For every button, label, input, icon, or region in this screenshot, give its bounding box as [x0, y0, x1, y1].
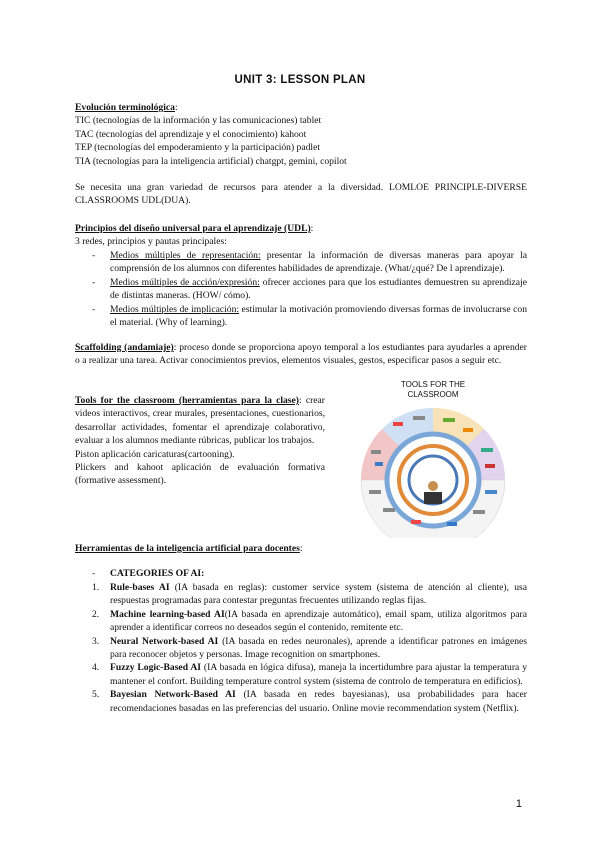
ai-categories-label: CATEGORIES OF AI	[110, 568, 202, 579]
evolution-section: Evolución terminológica: TIC (tecnologías de la información y las comunicaciones) tablet TAC (tecnologías del aprendizaje y el conocimiento) kahoot TEP (tecnologías del empoderamiento y la participación) padlet TIA (tecnologías para la inteligencia artificial) chatgpt, gemini, copilot	[75, 101, 527, 168]
list-item: 3. Neural Network-based AI (IA basada en redes neuronales), aprende a identificar patrones en imágenes para reconocer objetos y personas. Image recognition on smartphones.	[92, 635, 528, 661]
tools-line: Piston aplicación caricaturas(cartooning).	[75, 448, 235, 460]
figure-title: TOOLS FOR THE CLASSROOM	[400, 380, 466, 399]
udl-term: Medios múltiples de acción/expresión:	[110, 276, 260, 288]
ai-categories: - CATEGORIES OF AI:	[92, 568, 205, 579]
udl-term: Medios múltiples de implicación:	[110, 303, 240, 315]
ai-list	[92, 581, 527, 715]
list-item: - Medios múltiples de implicación: estimular la motivación promoviendo diversas formas de involucrarse con el material. (Why of learning).	[92, 303, 527, 329]
page-title: UNIT 3: LESSON PLAN	[234, 74, 366, 86]
scaffolding-paragraph: Scaffolding (andamiaje): proceso donde se proporciona apoyo temporal a los estudiantes para ayudarles a aprender o a realizar una tarea. Activar conocimientos previos, elementos visuales, gestos, especificar pasos a seguir etc.	[75, 342, 527, 367]
page-number: 1	[515, 798, 522, 810]
tools-wheel-figure	[338, 380, 528, 538]
list-item: 4. Fuzzy Logic-Based AI (IA basada en lógica difusa), maneja la incertidumbre para ajustar la temperatura y mantener el confort. Building temperature control system (sistema de controlo de temperatura en edificios).	[92, 662, 527, 687]
scaffolding-term: Scaffolding (andamiaje)	[75, 342, 174, 353]
evolution-heading: Evolución terminológica	[75, 102, 175, 113]
udl-section: Principios del diseño universal para el aprendizaje (UDL): 3 redes, principios y pautas principales:	[75, 222, 527, 249]
ai-heading: Herramientas de la inteligencia artificial para docentes	[75, 543, 300, 554]
evolution-item: TIA (tecnologías para la inteligencia artificial) chatgpt, gemini, copilot	[75, 155, 347, 167]
udl-term: Medios múltiples de representación:	[110, 250, 261, 261]
evolution-item: TAC (tecnologías del aprendizaje y el conocimiento) kahoot	[75, 128, 307, 140]
udl-intro: 3 redes, principios y pautas principales:	[75, 236, 227, 248]
list-item: 2. Machine learning-based AI(IA basada en aprendizaje automático), email spam, utiliza algoritmos para aprender a identificar correos no deseados según el contenido, remitente etc.	[92, 608, 527, 634]
tools-wheel-icon	[338, 380, 528, 538]
list-item: 1. Rule-bases AI (IA basada en reglas): customer service system (sistema de atención al cliente), usa respuestas programadas para contestar preguntas frecuentes utilizando reglas fijas.	[92, 582, 527, 607]
list-item: - Medios múltiples de acción/expresión: ofrecer acciones para que los estudiantes demuestren su aprendizaje de distintas maneras. (HOW/ cómo).	[92, 276, 527, 302]
tools-paragraph: Tools for the classroom (herramientas para la clase): crear videos interactivos, crear murales, presentaciones, cuestionarios, desarrollar actividades, fomentar el aprendizaje colaborativo, evaluar a los alumnos mediante rúbricas, publicar los trabajos. Piston aplicación caricaturas(cartooning). Plickers and kahoot aplicación de evaluación formativa (formative assessment).	[75, 395, 325, 487]
udl-heading: Principios del diseño universal para el aprendizaje (UDL)	[75, 223, 311, 234]
evolution-item: TIC (tecnologías de la información y las comunicaciones) tablet	[75, 115, 322, 127]
tools-term: Tools for the classroom (herramientas para la clase)	[75, 395, 299, 406]
evolution-item: TEP (tecnologías del empoderamiento y la participación) padlet	[75, 142, 320, 154]
ai-section: Herramientas de la inteligencia artificial para docentes:	[75, 543, 303, 554]
list-item: 5. Bayesian Network-Based AI (IA basada en redes bayesianas), usa probabilidades para hacer recomendaciones basadas en las preferencias del usuario. Online movie recommendation system (Netflix).	[92, 689, 527, 714]
list-item: - Medios múltiples de representación: presentar la información de diversas maneras para apoyar la comprensión de los alumnos con diferentes habilidades de aprendizaje. (What/¿qué? De l aprendizaje).	[92, 250, 527, 275]
udl-list	[92, 249, 527, 329]
tools-line: Plickers and kahoot aplicación de evaluación formativa (formative assessment).	[75, 462, 325, 487]
diversity-paragraph: Se necesita una gran variedad de recursos para atender a la diversidad. LOMLOE PRINCIPLE-DIVERSE CLASSROOMS UDL(DUA).	[75, 182, 527, 207]
